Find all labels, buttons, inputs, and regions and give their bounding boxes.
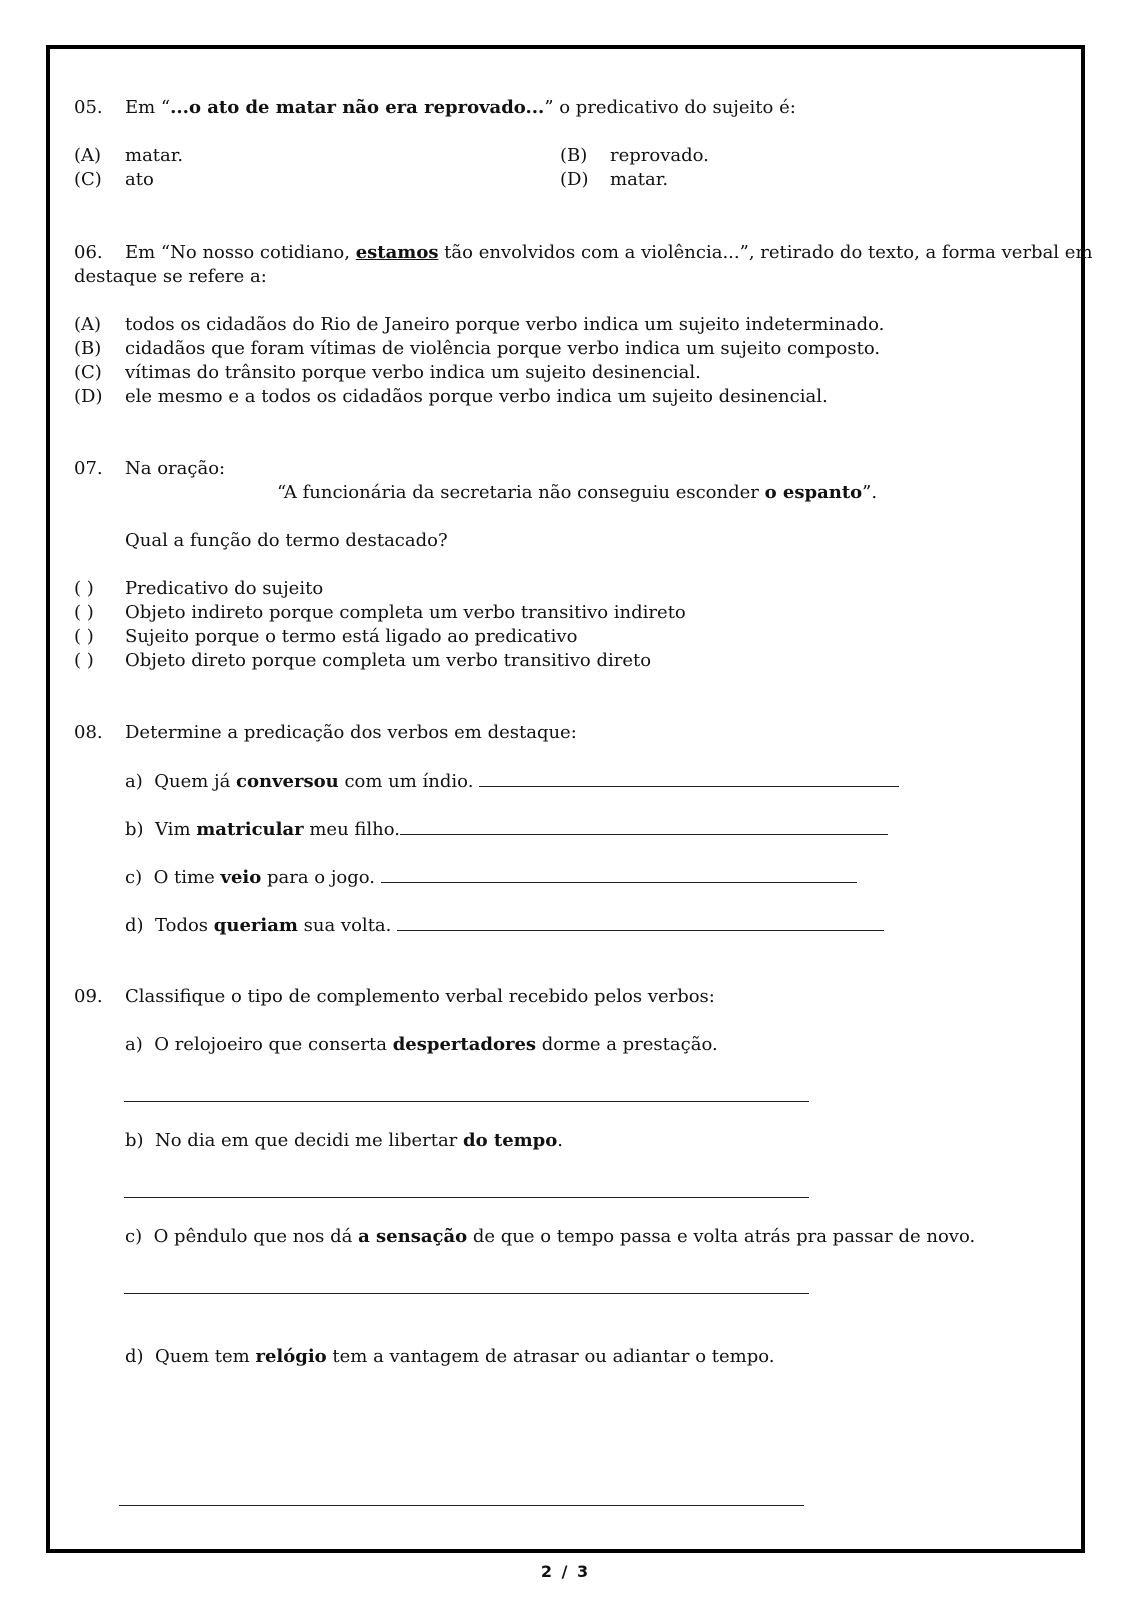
sub-item: c) O pêndulo que nos dá a sensação de que o tempo passa e volta atrás pra passar de novo. [125, 1226, 976, 1247]
sub-item: a) Quem já conversou com um índio. [125, 770, 899, 793]
option-text: ele mesmo e a todos os cidadãos porque verbo indica um sujeito desinencial. [125, 386, 828, 407]
sub-item: b) No dia em que decidi me libertar do tempo. [125, 1130, 564, 1151]
option-checkbox[interactable]: ( ) [74, 578, 94, 599]
answer-line[interactable] [119, 1505, 804, 1506]
option-text: todos os cidadãos do Rio de Janeiro porque verbo indica um sujeito indeterminado. [125, 314, 885, 335]
quoted-phrase: ...o ato de matar não era reprovado... [170, 97, 545, 118]
sub-item: d) Quem tem relógio tem a vantagem de atrasar ou adiantar o tempo. [125, 1346, 775, 1367]
option-letter: (D) [74, 386, 103, 407]
option-text: ato [125, 169, 154, 190]
highlighted-term: o espanto [764, 482, 863, 503]
answer-blank[interactable] [479, 770, 899, 787]
answer-blank[interactable] [381, 866, 857, 883]
question-stem: Determine a predicação dos verbos em destaque: [125, 722, 577, 743]
option-letter: (A) [74, 314, 102, 335]
option-letter: (A) [74, 145, 102, 166]
option-checkbox[interactable]: ( ) [74, 626, 94, 647]
sub-item: a) O relojoeiro que conserta despertadores dorme a prestação. [125, 1034, 718, 1055]
quoted-sentence: “A funcionária da secretaria não conseguiu esconder o espanto”. [277, 482, 878, 503]
option-letter: (D) [560, 169, 589, 190]
sub-item: c) O time veio para o jogo. [125, 866, 857, 889]
page-number: 2 / 3 [540, 1562, 591, 1581]
question-number: 09. [74, 986, 103, 1007]
option-checkbox[interactable]: ( ) [74, 602, 94, 623]
option-text: Objeto indireto porque completa um verbo transitivo indireto [125, 602, 686, 623]
question-number: 06. [74, 242, 103, 263]
option-text: Predicativo do sujeito [125, 578, 324, 599]
answer-line[interactable] [124, 1293, 809, 1294]
answer-blank[interactable] [397, 914, 884, 931]
question-stem-continued: destaque se refere a: [74, 266, 267, 287]
answer-blank[interactable] [400, 818, 888, 835]
option-text: vítimas do trânsito porque verbo indica um sujeito desinencial. [125, 362, 701, 383]
option-letter: (C) [74, 362, 102, 383]
option-checkbox[interactable]: ( ) [74, 650, 94, 671]
option-text: reprovado. [610, 145, 709, 166]
question-prompt: Qual a função do termo destacado? [125, 530, 448, 551]
option-letter: (C) [74, 169, 102, 190]
question-stem: Em “...o ato de matar não era reprovado...” o predicativo do sujeito é: [125, 97, 796, 118]
sub-item: b) Vim matricular meu filho. [125, 818, 888, 841]
question-number: 05. [74, 97, 103, 118]
question-number: 08. [74, 722, 103, 743]
highlighted-verb: estamos [355, 242, 439, 263]
option-text: Sujeito porque o termo está ligado ao predicativo [125, 626, 578, 647]
option-text: matar. [125, 145, 184, 166]
sub-item: d) Todos queriam sua volta. [125, 914, 884, 937]
question-intro: Na oração: [125, 458, 226, 479]
option-text: matar. [610, 169, 669, 190]
question-number: 07. [74, 458, 103, 479]
question-stem: Classifique o tipo de complemento verbal recebido pelos verbos: [125, 986, 715, 1007]
question-stem: Em “No nosso cotidiano, estamos tão envolvidos com a violência...”, retirado do texto, a forma verbal em [125, 242, 1093, 263]
option-letter: (B) [560, 145, 588, 166]
option-text: cidadãos que foram vítimas de violência porque verbo indica um sujeito composto. [125, 338, 881, 359]
answer-line[interactable] [124, 1101, 809, 1102]
option-text: Objeto direto porque completa um verbo transitivo direto [125, 650, 652, 671]
answer-line[interactable] [124, 1197, 809, 1198]
option-letter: (B) [74, 338, 102, 359]
